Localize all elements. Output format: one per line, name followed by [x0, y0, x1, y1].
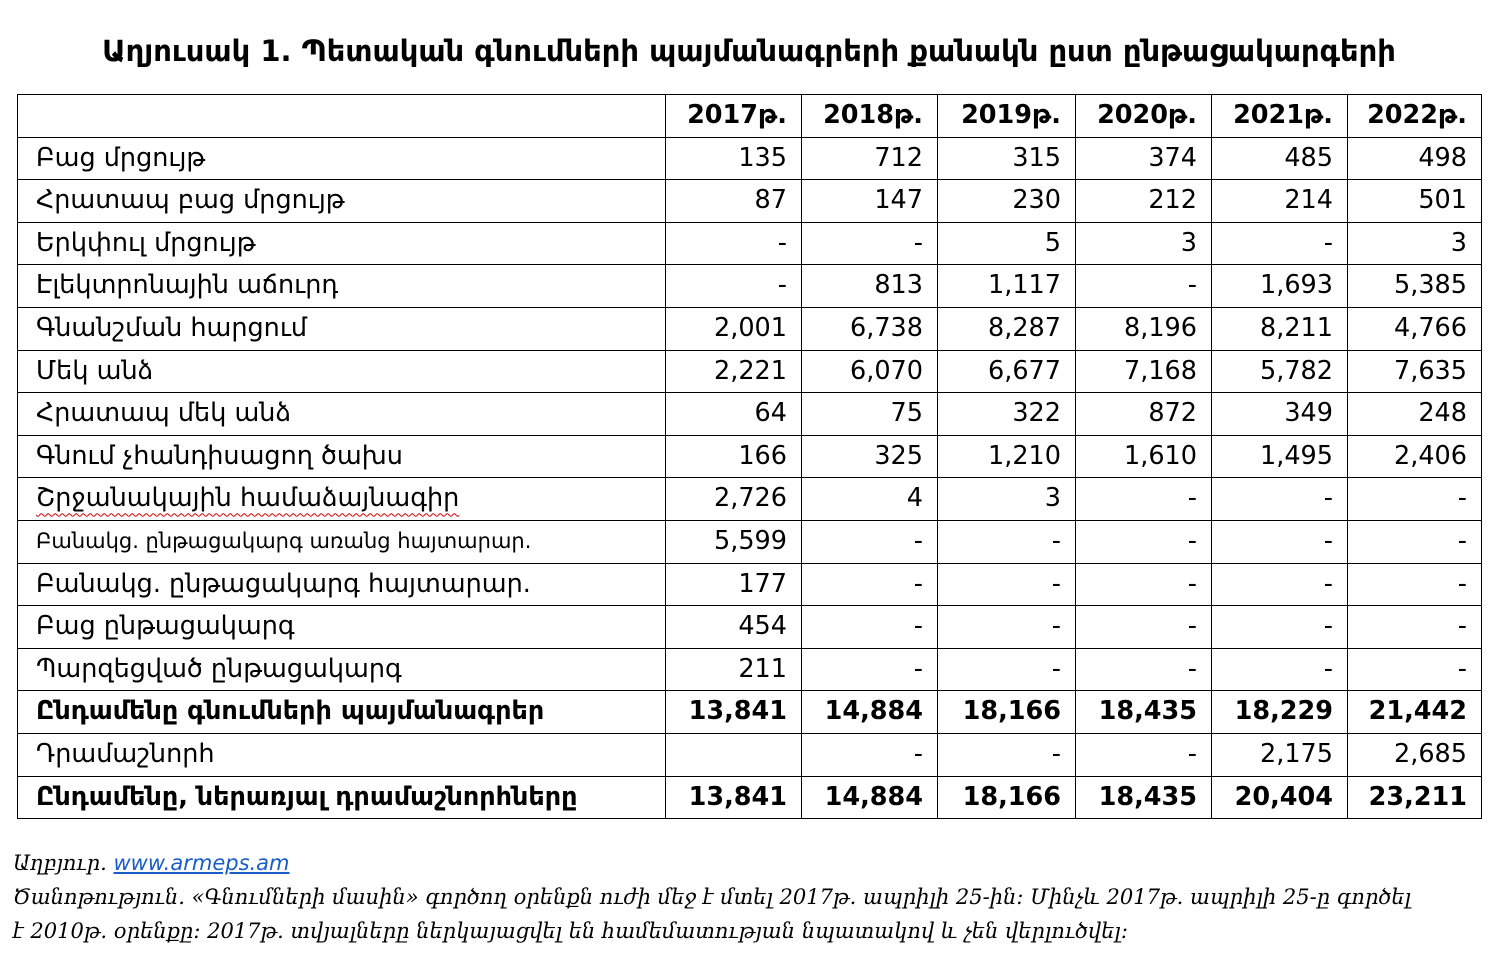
source-label: Աղբյուր.: [13, 851, 107, 875]
table-cell: -: [938, 733, 1076, 776]
row-label: Բանակց. ընթացակարգ հայտարար.: [18, 563, 666, 606]
table-cell: 3: [938, 478, 1076, 521]
table-cell: -: [938, 648, 1076, 691]
header-row: [18, 95, 1482, 138]
table-row: [18, 435, 1482, 478]
source-line: [13, 846, 1493, 880]
table-cell: 315: [938, 137, 1076, 180]
table-row: [18, 393, 1482, 436]
table-row: [18, 222, 1482, 265]
table-cell: -: [802, 733, 938, 776]
table-cell: 2,685: [1348, 733, 1482, 776]
table-cell: 2,175: [1212, 733, 1348, 776]
row-label: Գնանշման հարցում: [18, 307, 666, 350]
table-cell: 7,635: [1348, 350, 1482, 393]
table-cell: 248: [1348, 393, 1482, 436]
table-cell: -: [938, 563, 1076, 606]
table-cell: 1,495: [1212, 435, 1348, 478]
table-cell: 8,211: [1212, 307, 1348, 350]
table-cell: 501: [1348, 180, 1482, 223]
table-cell: -: [1212, 648, 1348, 691]
table-row: [18, 265, 1482, 308]
table-cell: -: [666, 222, 802, 265]
table-cell: 1,610: [1076, 435, 1212, 478]
table-cell: 2,221: [666, 350, 802, 393]
table-cell: -: [1212, 222, 1348, 265]
header-cell-year: 2022թ.: [1348, 95, 1482, 138]
header-cell-year: 2018թ.: [802, 95, 938, 138]
table-cell: 5: [938, 222, 1076, 265]
table-cell: -: [1212, 520, 1348, 563]
table-title: Աղյուսակ 1. Պետական գնումների պայմանագրերի քանակն ըստ ընթացակարգերի: [102, 34, 1396, 68]
table-cell: 20,404: [1212, 776, 1348, 819]
table-cell: 23,211: [1348, 776, 1482, 819]
table-cell: 325: [802, 435, 938, 478]
row-label: Բաց մրցույթ: [18, 137, 666, 180]
table-cell: 813: [802, 265, 938, 308]
table-cell: 6,738: [802, 307, 938, 350]
table-cell: -: [938, 606, 1076, 649]
grand-total-row: [18, 776, 1482, 819]
table-cell: 7,168: [1076, 350, 1212, 393]
table-cell: -: [1212, 606, 1348, 649]
table-cell: -: [1076, 478, 1212, 521]
table-cell: 18,229: [1212, 691, 1348, 734]
table-row: [18, 606, 1482, 649]
header-cell-year: 2021թ.: [1212, 95, 1348, 138]
table-cell: 14,884: [802, 691, 938, 734]
table-cell: 454: [666, 606, 802, 649]
table-cell: 4,766: [1348, 307, 1482, 350]
table-cell: 374: [1076, 137, 1212, 180]
table-cell: -: [1212, 563, 1348, 606]
table-cell: 147: [802, 180, 938, 223]
table-cell: 872: [1076, 393, 1212, 436]
footnotes: [13, 846, 1493, 948]
row-label: Մեկ անձ: [18, 350, 666, 393]
row-label: Գնում չհանդիսացող ծախս: [18, 435, 666, 478]
table-row: [18, 520, 1482, 563]
table-cell: 21,442: [1348, 691, 1482, 734]
row-label: Երկփուլ մրցույթ: [18, 222, 666, 265]
table-cell: 18,435: [1076, 776, 1212, 819]
table-cell: 166: [666, 435, 802, 478]
table-cell: -: [802, 520, 938, 563]
table-cell: -: [1212, 478, 1348, 521]
table-cell: 4: [802, 478, 938, 521]
table-cell: 5,385: [1348, 265, 1482, 308]
table-cell: [666, 733, 802, 776]
table-cell: -: [1348, 563, 1482, 606]
table-cell: -: [1348, 606, 1482, 649]
header-cell-year: 2019թ.: [938, 95, 1076, 138]
row-label: Դրամաշնորհ: [18, 733, 666, 776]
table-cell: 14,884: [802, 776, 938, 819]
table-cell: -: [666, 265, 802, 308]
table-cell: 2,001: [666, 307, 802, 350]
row-label: Էլեկտրոնային աճուրդ: [18, 265, 666, 308]
table-cell: 6,677: [938, 350, 1076, 393]
table-cell: 211: [666, 648, 802, 691]
table-cell: 349: [1212, 393, 1348, 436]
table-cell: -: [1076, 648, 1212, 691]
table-cell: 64: [666, 393, 802, 436]
table-cell: 18,166: [938, 776, 1076, 819]
table-row: [18, 350, 1482, 393]
table-cell: 712: [802, 137, 938, 180]
table-row: [18, 733, 1482, 776]
table-row: [18, 478, 1482, 521]
row-label: Հրատապ մեկ անձ: [18, 393, 666, 436]
source-link[interactable]: www.armeps.am: [113, 851, 290, 875]
note-line: է 2010թ. օրենքը: 2017թ. տվյալները ներկայացվել են համեմատության նպատակով և չեն վերլուծվել:: [13, 919, 1128, 943]
table-row: [18, 307, 1482, 350]
table-cell: 212: [1076, 180, 1212, 223]
table-cell: 1,117: [938, 265, 1076, 308]
table-cell: 1,210: [938, 435, 1076, 478]
header-cell-year: 2017թ.: [666, 95, 802, 138]
table-cell: -: [1076, 520, 1212, 563]
note-line: Ծանոթություն. «Գնումների մասին» գործող օրենքն ուժի մեջ է մտել 2017թ. ապրիլի 25-ին: Մինչև 2017թ. ապրիլի 25-ը գործել: [13, 885, 1411, 909]
table-cell: 214: [1212, 180, 1348, 223]
table-cell: 8,287: [938, 307, 1076, 350]
table-cell: 18,435: [1076, 691, 1212, 734]
table-cell: 87: [666, 180, 802, 223]
spellcheck-underlined-text: Շրջանակային համաձայնագիր: [36, 483, 460, 514]
row-label: [18, 478, 666, 521]
table-cell: -: [938, 520, 1076, 563]
table-cell: 5,599: [666, 520, 802, 563]
table-row: [18, 648, 1482, 691]
header-cell-empty: [18, 95, 666, 138]
row-label: Հրատապ բաց մրցույթ: [18, 180, 666, 223]
table-cell: -: [802, 648, 938, 691]
table-cell: 498: [1348, 137, 1482, 180]
total-row: [18, 691, 1482, 734]
table-cell: 1,693: [1212, 265, 1348, 308]
table-cell: 13,841: [666, 776, 802, 819]
table-cell: -: [1076, 733, 1212, 776]
row-label: Պարզեցված ընթացակարգ: [18, 648, 666, 691]
table-cell: 5,782: [1212, 350, 1348, 393]
table-cell: -: [1348, 478, 1482, 521]
row-label: Բաց ընթացակարգ: [18, 606, 666, 649]
procurement-contracts-table: [17, 94, 1482, 819]
table-cell: 2,726: [666, 478, 802, 521]
table-cell: -: [1348, 648, 1482, 691]
table-cell: 75: [802, 393, 938, 436]
table-cell: 177: [666, 563, 802, 606]
row-label: Ընդամենը, ներառյալ դրամաշնորհները: [18, 776, 666, 819]
table-cell: -: [1076, 606, 1212, 649]
table-cell: 230: [938, 180, 1076, 223]
row-label: Ընդամենը գնումների պայմանագրեր: [18, 691, 666, 734]
table-cell: -: [1076, 265, 1212, 308]
table-cell: 18,166: [938, 691, 1076, 734]
table-cell: 13,841: [666, 691, 802, 734]
table-cell: -: [802, 222, 938, 265]
table-cell: 3: [1076, 222, 1212, 265]
table-cell: 8,196: [1076, 307, 1212, 350]
table-cell: 135: [666, 137, 802, 180]
table-cell: 322: [938, 393, 1076, 436]
table-row: [18, 137, 1482, 180]
table-cell: 2,406: [1348, 435, 1482, 478]
table-cell: -: [802, 606, 938, 649]
table-cell: 6,070: [802, 350, 938, 393]
table-cell: 485: [1212, 137, 1348, 180]
header-cell-year: 2020թ.: [1076, 95, 1212, 138]
table-cell: -: [1076, 563, 1212, 606]
table-row: [18, 563, 1482, 606]
row-label: Բանակց. ընթացակարգ առանց հայտարար.: [18, 520, 666, 563]
table-cell: 3: [1348, 222, 1482, 265]
table-cell: -: [802, 563, 938, 606]
table-row: [18, 180, 1482, 223]
table-cell: -: [1348, 520, 1482, 563]
